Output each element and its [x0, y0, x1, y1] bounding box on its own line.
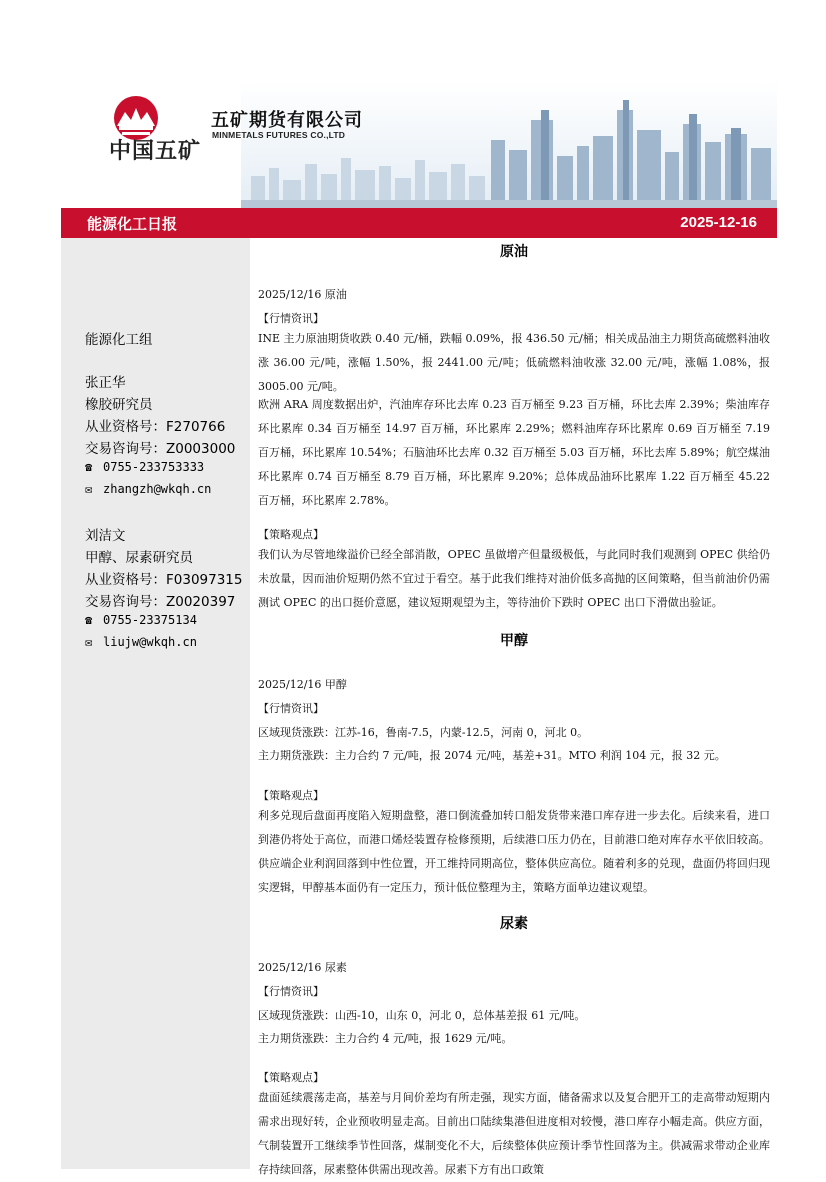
strategy-label: 【策略观点】 [258, 789, 324, 802]
logo-text: 中国五矿 [109, 139, 202, 164]
section-date-line: 2025/12/16 甲醇 [258, 678, 347, 691]
strategy-label: 【策略观点】 [258, 528, 324, 541]
market-info-line: 区域现货涨跌：江苏-16，鲁南-7.5，内蒙-12.5，河南 0，河北 0。 [258, 726, 589, 739]
report-header [61, 80, 777, 208]
analyst-qualification: 从业资格号：F270766 [85, 419, 226, 435]
analyst-role: 甲醇、尿素研究员 [85, 550, 193, 566]
section-title-crude-oil: 原油 [500, 244, 528, 260]
analyst-role: 橡胶研究员 [85, 397, 153, 413]
strategy-paragraph: 我们认为尽管地缘溢价已经全部消散，OPEC 虽做增产但量级极低，与此同时我们观测到 OPEC 供给仍未放量，因而油价短期仍然不宜过于看空。基于此我们维持对油价低多高抛的区间策略，但当前油价仍需测试 OPEC 的出口挺价意愿，建议短期观望为主，等待油价下跌时 OPEC 出口下滑做出验证。 [258, 548, 770, 609]
analyst-qualification: 从业资格号：F03097315 [85, 572, 243, 588]
market-info-paragraph: INE 主力原油期货收跌 0.40 元/桶，跌幅 0.09%，报 436.50 元/桶；相关成品油主力期货高硫燃料油收涨 36.00 元/吨，涨幅 1.50%，报 2441.00 元/吨；低硫燃料油收涨 32.00 元/吨，涨幅 1.08%，报 3005.00 元/吨。 [258, 332, 770, 393]
email-address[interactable]: zhangzh@wkqh.cn [103, 482, 212, 496]
company-name-en: MINMETALS FUTURES CO.,LTD [212, 130, 346, 140]
analyst-name: 张正华 [85, 375, 126, 391]
section-title-methanol: 甲醇 [500, 633, 528, 649]
phone-icon: ☎ [85, 460, 93, 474]
analyst-email [85, 482, 211, 496]
analyst-phone [85, 460, 204, 474]
analyst-email [85, 635, 197, 649]
analyst-phone [85, 613, 197, 627]
market-info-line: 区域现货涨跌：山西-10，山东 0，河北 0，总体基差报 61 元/吨。 [258, 1009, 586, 1022]
report-date: 2025-12-16 [680, 214, 757, 231]
city-skyline-image [241, 80, 777, 208]
section-date-line: 2025/12/16 尿素 [258, 961, 347, 974]
strategy-label: 【策略观点】 [258, 1071, 324, 1084]
phone-icon: ☎ [85, 613, 93, 627]
market-info-line: 主力期货涨跌：主力合约 7 元/吨，报 2074 元/吨，基差+31。MTO 利润 104 元，报 32 元。 [258, 749, 726, 762]
market-info-label: 【行情资讯】 [258, 985, 324, 998]
section-title-urea: 尿素 [500, 916, 528, 932]
report-banner [61, 208, 777, 238]
email-address[interactable]: liujw@wkqh.cn [103, 635, 197, 649]
analyst-name: 刘洁文 [85, 528, 126, 544]
market-info-paragraph: 欧洲 ARA 周度数据出炉，汽油库存环比去库 0.23 百万桶至 9.23 百万桶，环比去库 2.39%；柴油库存环比累库 0.34 百万桶至 14.97 百万桶，环比累库 2.29%；燃料油库存环比累库 0.69 百万桶至 7.19 百万桶，环比累库 10.54%；石脑油环比去库 0.32 百万桶至 5.03 百万桶，环比去库 5.89%；航空煤油环比累库 0.74 百万桶至 8.79 百万桶，环比累库 9.20%；总体成品油环比累库 1.22 百万桶至 45.22 百万桶，环比累库 2.78%。 [258, 398, 770, 507]
strategy-paragraph: 利多兑现后盘面再度陷入短期盘整，港口倒流叠加转口船发货带来港口库存进一步去化。后续来看，进口到港仍将处于高位，而港口烯烃装置存检修预期，后续港口压力仍在，目前港口绝对库存水平依旧较高。供应端企业利润回落到中性位置，开工维持同期高位，整体供应高位。随着利多的兑现，盘面仍将回归现实逻辑，甲醇基本面仍有一定压力，预计低位整理为主，策略方面单边建议观望。 [258, 809, 770, 894]
market-info-label: 【行情资讯】 [258, 702, 324, 715]
analyst-consult-number: 交易咨询号：Z0003000 [85, 441, 236, 457]
company-name-cn: 五矿期货有限公司 [211, 110, 363, 131]
phone-number: 0755-233753333 [103, 460, 205, 474]
mail-icon: ✉ [85, 482, 93, 496]
strategy-paragraph: 盘面延续震荡走高，基差与月间价差均有所走强，现实方面，储备需求以及复合肥开工的走高带动短期内需求出现好转，企业预收明显走高。目前出口陆续集港但进度相对较慢，港口库存小幅走高。供应方面，气制装置开工继续季节性回落，煤制变化不大，后续整体供应预计季节性回落为主。供减需求带动企业库存持续回落，尿素整体供需出现改善。尿素下方有出口政策 [258, 1091, 770, 1176]
team-name: 能源化工组 [85, 332, 153, 348]
market-info-line: 主力期货涨跌：主力合约 4 元/吨，报 1629 元/吨。 [258, 1032, 513, 1045]
analyst-consult-number: 交易咨询号：Z0020397 [85, 594, 236, 610]
market-info-label: 【行情资讯】 [258, 312, 324, 325]
mail-icon: ✉ [85, 635, 93, 649]
phone-number: 0755-23375134 [103, 613, 197, 627]
analyst-sidebar [61, 238, 250, 1169]
report-title: 能源化工日报 [87, 215, 178, 233]
section-date-line: 2025/12/16 原油 [258, 288, 347, 301]
